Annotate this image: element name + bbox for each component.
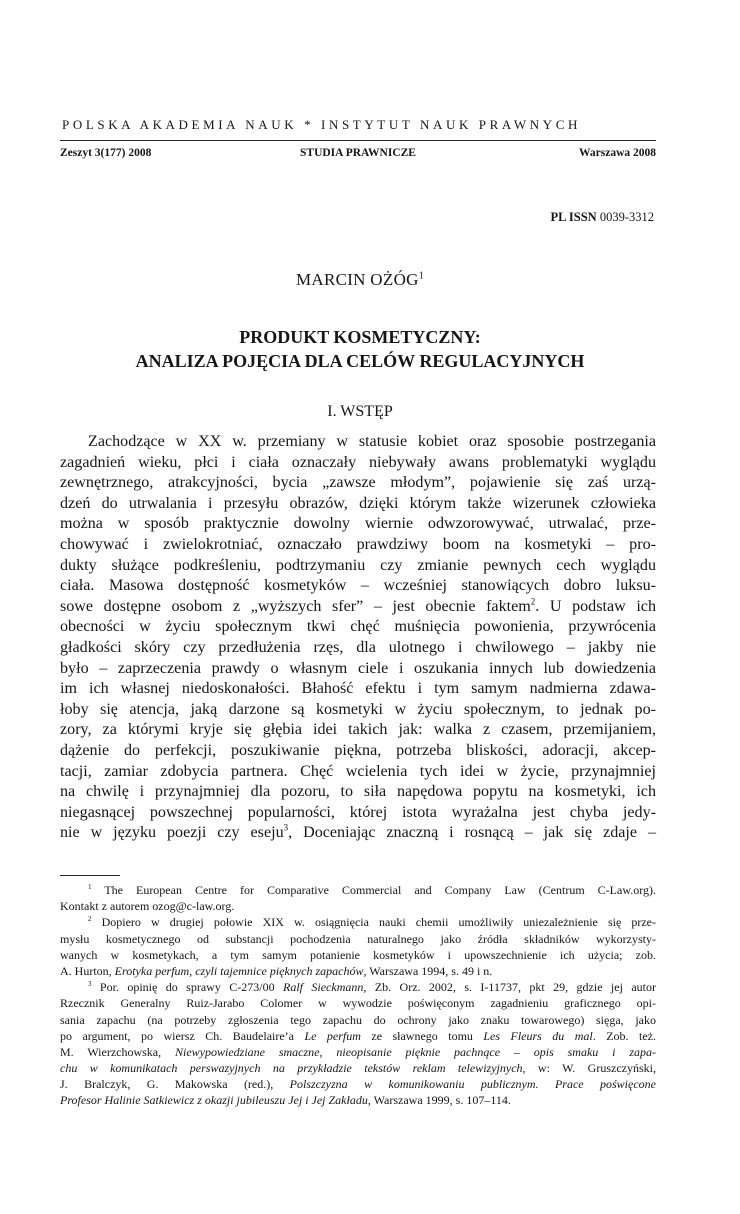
- footnote-line: [60, 1092, 656, 1108]
- footnote-line: sania zapachu (na potrzeby zgłoszenia tego zapachu do ochrony jako znaku towarowego) sięga, jako: [60, 1012, 656, 1027]
- footnote-text: , Warszawa 1999, s. 107–114.: [367, 1093, 511, 1108]
- issn-label: PL ISSN: [550, 210, 597, 224]
- body-line: chowywać i zwielokrotniać, oznaczało prawdziwy boom na kosmetyki – pro-: [60, 535, 656, 553]
- body-line: zagadnień wieku, płci i ciała oznaczały niebywały awans problematyki wyglądu: [60, 453, 656, 471]
- footnote-ref: 2: [530, 596, 536, 607]
- author-name: [60, 270, 660, 290]
- body-line: dukty służące podkreśleniu, podtrzymaniu czy zmianie pewnych cech wyglądu: [60, 556, 656, 574]
- body-line: [60, 597, 656, 618]
- footnote-text: , Warszawa 1994, s. 49 i n.: [363, 963, 493, 978]
- footnote-title: Niewypowiedziane smaczne, nieopisanie pięknie pachnące – opis smaku i zapa-: [175, 1044, 656, 1059]
- body-line: zewnętrznego, atrakcyjności, bycia „zawsze młodym”, pojawienie się zaś urzą-: [60, 474, 656, 492]
- footnote-ref: 3: [283, 822, 289, 833]
- footnote-line: [60, 1076, 656, 1092]
- body-line-text: . U podstaw ich: [535, 597, 656, 615]
- body-line: obecności w życiu społecznym tkwi chęć muśnięcia powonienia, przywrócenia: [60, 618, 656, 636]
- footnote-text: , Zb. Orz. 2002, s. I-11737, pkt 29, gdzie jej autor: [363, 980, 656, 995]
- title-line-1: PRODUKT KOSMETYCZNY:: [239, 327, 481, 347]
- footnote-line: mysłu kosmetycznego od substancji pochodzenia naturalnego jako źródła składników wykorzysty-: [60, 931, 656, 946]
- body-line: tacji, zamiar zdobycia partnera. Chęć wcielenia tych idei w życie, przynajmniej: [60, 762, 656, 780]
- body-line: na chwilę i przynajmniej dla pozoru, to siła napędowa popytu na kosmetyki, ich: [60, 783, 656, 801]
- institution-header: POLSKA AKADEMIA NAUK * INSTYTUT NAUK PRAWNYCH: [62, 117, 581, 132]
- header-rule: [60, 140, 656, 141]
- body-line: dążenie do perfekcji, poszukiwanie piękna, potrzeba bliskości, adoracji, akcep-: [60, 741, 656, 759]
- footnote-text: po argument, po wiersz Ch. Baudelaire’a: [60, 1028, 305, 1043]
- footnote-title: Le perfum: [304, 1028, 361, 1043]
- footnote-title: chu w komunikatach perswazyjnych na przykładzie tekstów reklam telewizyjnych: [60, 1061, 523, 1076]
- journal-info-row: [60, 147, 656, 165]
- footnote-text: Dopiero w drugiej połowie XIX w. osiągnięcia nauki chemii umożliwiły uniezależnienie się prze-: [101, 915, 657, 930]
- author-name-text: MARCIN OŻÓG: [295, 270, 419, 289]
- footnote-line: [60, 882, 656, 898]
- footnote-line: [60, 1060, 656, 1076]
- journal-name: STUDIA PRAWNICZE: [300, 147, 416, 159]
- footnote-line: [60, 914, 656, 930]
- body-line: Zachodzące w XX w. przemiany w statusie kobiet oraz sposobie postrzegania: [88, 433, 656, 450]
- article-title: [60, 325, 660, 373]
- footnote-line: [60, 1028, 656, 1044]
- footnote-line: [60, 1044, 656, 1060]
- footnote-text: Por. opinię do sprawy C-273/00: [99, 980, 283, 995]
- footnote-line: [60, 963, 656, 979]
- place-year: Warszawa 2008: [579, 147, 656, 159]
- title-line-2: ANALIZA POJĘCIA DLA CELÓW REGULACYJNYCH: [135, 351, 585, 371]
- footnote-line: wanych w kosmetykach, a tym samym potanienie kosmetyków i upowszechnienie ich użycia; zob.: [60, 947, 656, 962]
- body-line: zory, za którymi kryje się głębia idei takich jak: walka z czasem, przemijaniem,: [60, 721, 656, 739]
- footnote-title: Les Fleurs du mal: [483, 1028, 593, 1043]
- footnote-line: Kontakt z autorem ozog@c-law.org.: [60, 899, 235, 914]
- footnotes: [60, 882, 656, 1109]
- body-line: było – zaprzeczenia prawdy o własnym ciele i oszukania innych lub dowiedzenia: [60, 659, 656, 677]
- footnote-ref: 1: [418, 270, 425, 282]
- footnote-line: [60, 979, 656, 995]
- body-line-text: , Doceniając znaczną i rosnącą – jak się zdaje –: [288, 824, 656, 842]
- footnote-mark: 1: [88, 883, 92, 891]
- body-line: można w sposób praktycznie dowolny wiernie odwzorowywać, utrwalać, prze-: [60, 515, 656, 533]
- body-line: gładkości skóry czy przedłużenia rzęs, dla ulotnego i chwilowego – jakby nie: [60, 638, 656, 656]
- body-line-text: nie w języku poezji czy eseju: [60, 824, 284, 842]
- footnote-text: . Zob. też.: [592, 1028, 656, 1043]
- footnote-title: Erotyka perfum, czyli tajemnice pięknych zapachów: [114, 963, 364, 978]
- body-line: łoby się atencja, jaką darzone są kosmetyki w życiu społecznym, to jednak po-: [60, 700, 656, 718]
- footnote-line: Rzecznik Generalny Ruiz-Jarabo Colomer w wywodzie poświęconym zagadnieniu graficznego opi-: [60, 996, 656, 1011]
- body-line: ciała. Masowa dostępność kosmetyków – wcześniej stanowiących dobro luksu-: [60, 577, 656, 595]
- issue-number: Zeszyt 3(177) 2008: [60, 147, 152, 159]
- footnote-text: M. Wierzchowska,: [60, 1044, 175, 1059]
- footnote-text: The European Centre for Comparative Commercial and Company Law (Centrum C-Law.org).: [104, 883, 656, 897]
- body-paragraph: [60, 432, 656, 844]
- footnote-text: J. Bralczyk, G. Makowska (red.),: [60, 1077, 290, 1092]
- footnote-rule: [60, 875, 120, 876]
- footnote-text: , w: W. Gruszczyński,: [522, 1061, 656, 1076]
- footnote-title: Profesor Halinie Satkiewicz z okazji jubileuszu Jej i Jej Zakładu: [60, 1093, 368, 1108]
- footnote-text: A. Hurton,: [60, 963, 115, 978]
- footnote-mark: 2: [88, 915, 92, 924]
- body-line: [60, 823, 656, 844]
- footnote-text: ze sławnego tomu: [360, 1028, 484, 1043]
- body-line: im ich własnej niedoskonałości. Błahość efektu i tym samym nadmierna zdawa-: [60, 680, 656, 698]
- body-line: niegasnącej powszechnej popularności, której istota wyrażalna jest chyba jedy-: [60, 803, 656, 821]
- footnote-title: Ralf Sieckmann: [282, 980, 364, 995]
- body-line-text: sowe dostępne osobom z „wyższych sfer” – jest obecnie faktem: [60, 597, 531, 615]
- section-heading: I. WSTĘP: [327, 403, 393, 420]
- footnote-title: Polszczyzna w komunikowaniu publicznym. Prace poświęcone: [289, 1077, 656, 1092]
- issn-number: 0039-3312: [599, 210, 654, 224]
- issn: [550, 210, 654, 225]
- body-line: dzeń do utrwalania i przesyłu obrazów, dzięki którym także wizerunek człowieka: [60, 494, 656, 512]
- footnote-mark: 3: [88, 980, 92, 989]
